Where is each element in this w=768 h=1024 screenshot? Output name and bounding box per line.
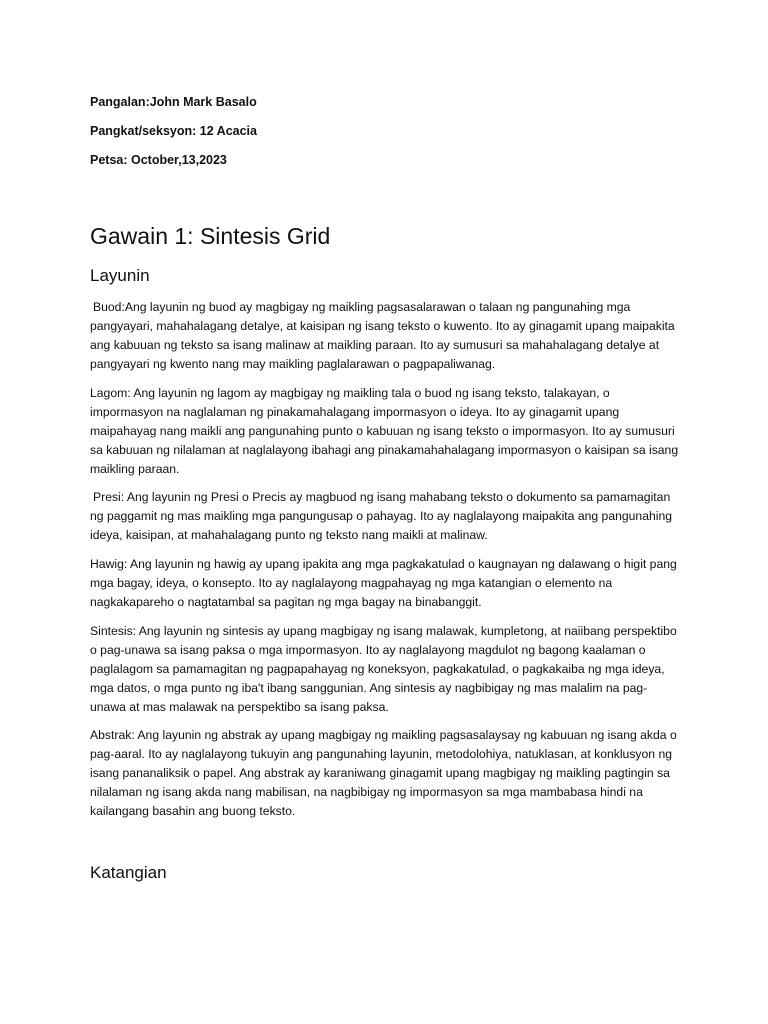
paragraph-presi: Presi: Ang layunin ng Presi o Precis ay magbuod ng isang mahabang teksto o dokumento sa pamamagitan ng paggamit ng mas maikling mga pangungusap o pahayag. Ito ay naglalayong maipakita ang pangunahing ideya, kaisipan, at mahahalagang punto ng teksto nang maikli at malinaw. — [90, 490, 673, 542]
document-title: Gawain 1: Sintesis Grid — [90, 223, 331, 249]
paragraph-hawig: Hawig: Ang layunin ng hawig ay upang ipakita ang mga pagkakatulad o kaugnayan ng dalawang o higit pang mga bagay, ideya, o konsepto. Ito ay naglalayong magpahayag ng mga katangian o elemento na nagkakapareho o nagtatambal sa pagitan ng mga bagay na binabanggit. — [90, 557, 677, 609]
section-heading-katangian: Katangian — [90, 863, 167, 882]
paragraph-abstrak: Abstrak: Ang layunin ng abstrak ay upang magbigay ng maikling pagsasalaysay ng kabuuan ng isang akda o pag-aaral. Ito ay naglalayong tukuyin ang pangunahing layunin, metodolohiya, natuklasan, at konklusyon ng isang pananaliksik o papel. Ang abstrak ay karaniwang ginagamit upang magbigay ng maikling pagtingin sa nilalaman ng isang akda nang mabilisan, na nagbibigay ng impormasyon sa mga mambabasa hindi na kailangang basahin ang buong teksto. — [90, 728, 677, 818]
paragraph-lagom: Lagom: Ang layunin ng lagom ay magbigay ng maikling tala o buod ng isang teksto, talakayan, o impormasyon na naglalaman ng pinakamahalagang impormasyon o ideya. Ito ay ginagamit upang maipahayag nang maikli ang pangunahing punto o kabuuan ng isang teksto o impormasyon. Ito ay sumusuri sa kabuuan ng nilalaman at naglalayong ibahagi ang pinakamahahalagang impormasyon o kaisipan sa isang maikling paraan. — [90, 386, 679, 476]
submission-date: Petsa: October,13,2023 — [90, 153, 227, 167]
student-section: Pangkat/seksyon: 12 Acacia — [90, 124, 257, 138]
paragraph-buod: Buod:Ang layunin ng buod ay magbigay ng maikling pagsasalarawan o talaan ng pangunahing mga pangyayari, mahahalagang detalye, at kaisipan ng isang teksto o kuwento. Ito ay ginagamit upang maipakita ang kabuuan ng teksto sa isang malinaw at maikling paraan. Ito ay sumusuri sa mahahalagang detalye at pangyayari ng kwento nang may maikling paglalarawan o pagpapaliwanag. — [90, 300, 675, 371]
section-heading-layunin: Layunin — [90, 266, 150, 285]
student-name: Pangalan:John Mark Basalo — [90, 95, 257, 109]
paragraph-sintesis: Sintesis: Ang layunin ng sintesis ay upang magbigay ng isang malawak, kumpletong, at naiibang perspektibo o pag-unawa sa isang paksa o mga impormasyon. Ito ay naglalayong magdulot ng bagong kaalaman o paglalagom sa pamamagitan ng pagpapahayag ng koneksyon, pagkakatulad, o pagkakaiba ng mga ideya, mga datos, o mga punto ng iba't ibang sanggunian. Ang sintesis ay nagbibigay ng mas malalim na pag-unawa at mas malawak na perspektibo sa isang paksa. — [90, 624, 677, 714]
